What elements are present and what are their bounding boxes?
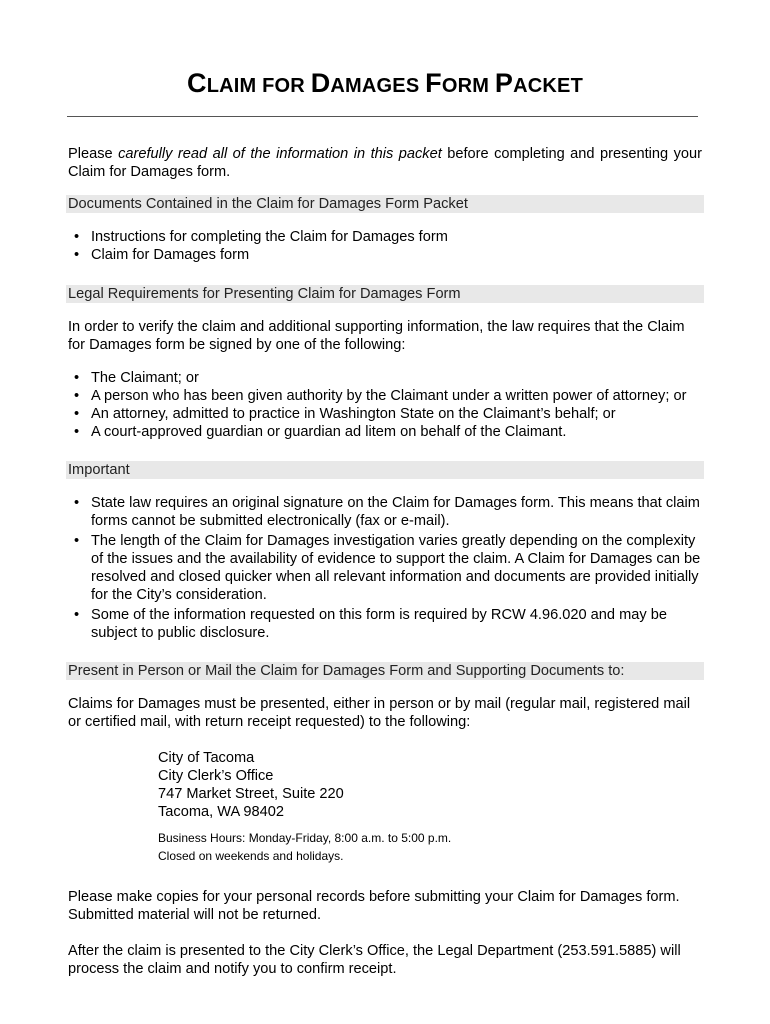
list-item	[68, 369, 718, 387]
process-paragraph: After the claim is presented to the City Clerk’s Office, the Legal Department (253.591.5885) will process the claim and notify you to confirm receipt.	[68, 943, 681, 977]
section-heading-legal: Legal Requirements for Presenting Claim for Damages Form	[66, 285, 704, 303]
important-list	[68, 494, 702, 644]
page-title	[0, 68, 770, 99]
list-item-text: An attorney, admitted to practice in Washington State on the Claimant’s behalf; or	[91, 406, 616, 422]
list-item	[68, 606, 702, 642]
title-rest: ACKET	[513, 75, 583, 97]
bullet-icon: •	[74, 388, 80, 404]
present-paragraph: Claims for Damages must be presented, either in person or by mail (regular mail, registered mail or certified mail, with return receipt requested) to the following:	[68, 696, 691, 730]
title-divider	[67, 116, 698, 117]
intro-before: Please	[68, 146, 119, 162]
list-item	[68, 228, 448, 246]
bullet-icon: •	[74, 406, 80, 422]
section-heading-documents: Documents Contained in the Claim for Damages Form Packet	[66, 195, 704, 213]
list-item-text: The Claimant; or	[91, 370, 199, 386]
bullet-icon: •	[74, 247, 80, 263]
title-initial: C	[186, 68, 207, 98]
bullet-icon: •	[74, 370, 80, 386]
list-item-text: A court-approved guardian or guardian ad litem on behalf of the Claimant.	[91, 424, 567, 440]
title-initial: D	[310, 68, 331, 98]
list-item	[68, 405, 718, 423]
list-item-text: Some of the information requested on this form is required by RCW 4.96.020 and may be subject to public disclosure.	[91, 607, 667, 641]
title-rest: AMAGES	[330, 75, 426, 97]
bullet-icon: •	[74, 229, 80, 245]
list-item-text: A person who has been given authority by the Claimant under a written power of attorney; or	[91, 388, 687, 404]
list-item-text: Instructions for completing the Claim for Damages form	[91, 229, 448, 245]
intro-paragraph	[68, 145, 702, 181]
list-item-text: Claim for Damages form	[91, 247, 250, 263]
list-item	[68, 423, 718, 441]
bullet-icon: •	[74, 495, 80, 511]
mailing-address	[158, 749, 344, 821]
legal-paragraph: In order to verify the claim and additional supporting information, the law requires that the Claim for Damages form be signed by one of the following:	[68, 319, 685, 353]
address-line: 747 Market Street, Suite 220	[158, 786, 344, 802]
signers-list	[68, 369, 718, 441]
intro-after: before completing and presenting your Claim for Damages form.	[68, 146, 702, 180]
address-line: City of Tacoma	[158, 750, 255, 766]
title-rest: ORM	[441, 75, 495, 97]
address-line: Tacoma, WA 98402	[158, 804, 285, 820]
section-heading-present: Present in Person or Mail the Claim for Damages Form and Supporting Documents to:	[66, 662, 704, 680]
hours-line: Closed on weekends and holidays.	[158, 849, 344, 863]
list-item	[68, 246, 448, 264]
list-item-text: The length of the Claim for Damages investigation varies greatly depending on the complexity of the issues and the availability of evidence to support the claim. A Claim for Damages can be resolved and closed quicker when all relevant information and documents are provided initially for the City’s consideration.	[91, 533, 701, 603]
section-heading-important: Important	[66, 461, 704, 479]
copies-paragraph: Please make copies for your personal records before submitting your Claim for Damages form. Submitted material will not be returned.	[68, 889, 680, 923]
title-rest: LAIM FOR	[206, 75, 311, 97]
list-item	[68, 387, 718, 405]
bullet-icon: •	[74, 424, 80, 440]
intro-emphasis: carefully read all of the information in this packet	[118, 146, 442, 162]
title-initial: P	[494, 68, 514, 98]
list-item	[68, 494, 702, 530]
business-hours	[158, 829, 451, 865]
bullet-icon: •	[74, 533, 80, 549]
title-initial: F	[425, 68, 442, 98]
list-item-text: State law requires an original signature on the Claim for Damages form. This means that claim forms cannot be submitted electronically (fax or e-mail).	[91, 495, 700, 529]
address-line: City Clerk’s Office	[158, 768, 274, 784]
hours-line: Business Hours: Monday-Friday, 8:00 a.m. to 5:00 p.m.	[158, 831, 452, 845]
list-item	[68, 532, 702, 604]
documents-list	[68, 228, 448, 264]
bullet-icon: •	[74, 607, 80, 623]
